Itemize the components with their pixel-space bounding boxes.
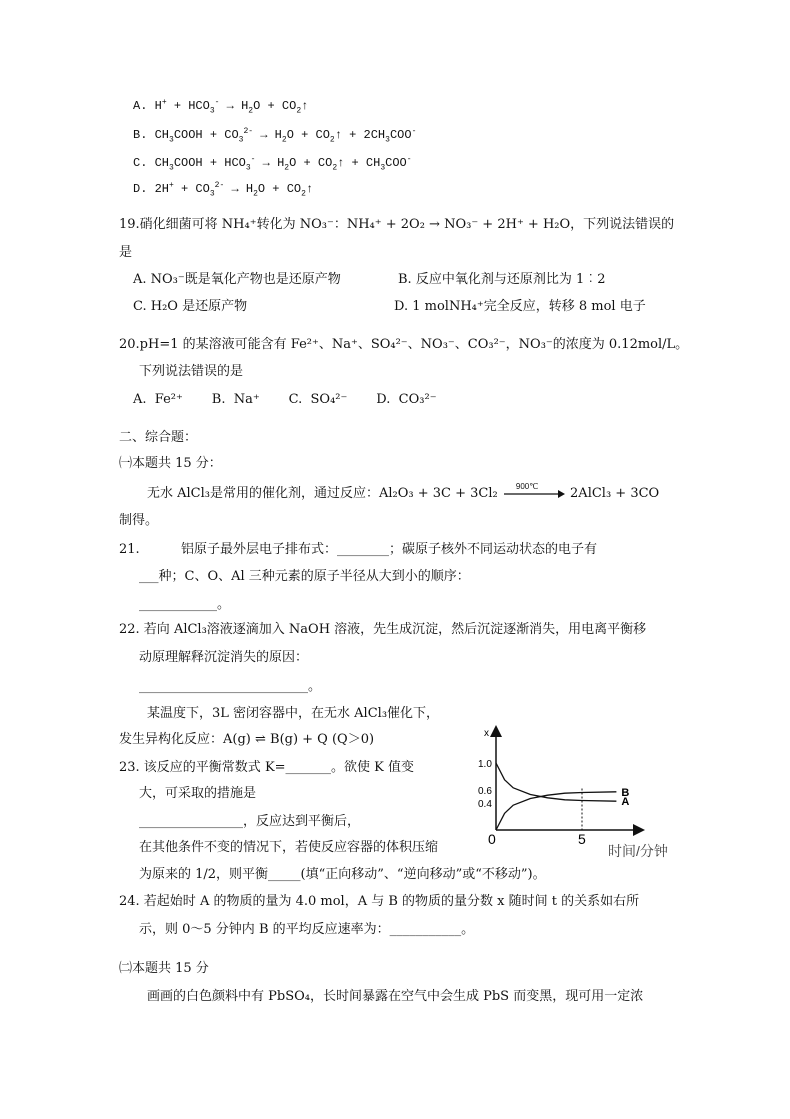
q22-line2: 动原理解释沉淀消失的原因： — [139, 650, 309, 665]
q19-option-d: D. 1 molNH₄⁺完全反应，转移 8 mol 电子 — [394, 299, 646, 314]
section2-title: 二、综合题： — [119, 430, 198, 445]
origin-label: 0 — [488, 831, 496, 847]
reaction-condition: 900℃ — [515, 481, 539, 491]
series-line-B — [496, 792, 616, 830]
q22-line3: __________________________。 — [139, 679, 322, 694]
intro1-line: 无水 AlCl₃是常用的催化剂，通过反应：Al₂O₃ + 3C + 3Cl₂ 900℃ 2AlCl₃ + 3CO — [147, 485, 659, 503]
q23-line5: 为原来的 1/2，则平衡_____(填“正向移动”、“逆向移动”或“不移动”)。 — [139, 867, 546, 882]
q19-option-b: B. 反应中氧化剂与还原剂比为 1︰2 — [398, 272, 606, 287]
q21-line1: 铝原子最外层电子排布式：________；碳原子核外不同运动状态的电子有 — [181, 542, 598, 557]
part1-header: ㈠本题共 15 分： — [119, 456, 222, 471]
q19-stem: 19.硝化细菌可将 NH₄⁺转化为 NO₃⁻：NH₄⁺ + 2O₂ → NO₃⁻ + 2H⁺ + H₂O，下列说法错误的 — [119, 217, 675, 232]
q23-line4: 在其他条件不变的情况下，若使反应容器的体积压缩 — [139, 840, 439, 855]
series-label-A: A — [621, 796, 630, 809]
q18-option-c: C. $CH_3COOH + HCO_3^- \to H_2O$ + $CO_2↑ + CH_3COO^-$ — [133, 155, 412, 173]
q20-stem: 20.pH=1 的某溶液可能含有 Fe²⁺、Na⁺、SO₄²⁻、NO₃⁻、CO₃²⁻，NO₃⁻的浓度为 0.12mol/L。 — [119, 337, 689, 352]
intro2-line1: 某温度下，3L 密闭容器中，在无水 AlCl₃催化下， — [147, 706, 440, 721]
y-tick-label: 0.6 — [478, 785, 492, 797]
intro1-cont: 制得。 — [119, 513, 159, 528]
q23-line1: 23. 该反应的平衡常数式 K=_______。欲使 K 值变 — [119, 760, 415, 775]
q18-option-d: D. $2H^+ + CO_3^{2-} \to H_2O$ + $CO_2↑$ — [133, 181, 314, 199]
q21-number: 21. — [119, 542, 140, 557]
q23-line2: 大，可采取的措施是 — [139, 786, 257, 801]
q23-line3: ________________，反应达到平衡后， — [139, 814, 361, 829]
reaction-arrow — [502, 481, 566, 501]
q19-stem-cont: 是 — [119, 245, 133, 260]
q22-line1: 22. 若向 AlCl₃溶液逐滴加入 NaOH 溶液，先生成沉淀，然后沉淀逐渐消失，用电离平衡移 — [119, 622, 647, 637]
q18-option-a: A. $H^+ + HCO_3^- \to H_2O$ + $CO_2↑$ — [133, 98, 309, 116]
q19-option-c: C. H₂O 是还原产物 — [133, 299, 248, 314]
y-axis-label: x — [484, 728, 489, 739]
series-label-B: B — [621, 786, 630, 799]
q18-option-b: B. $CH_3COOH + CO_3^{2-} \to H_2O$ + $CO_2↑ + 2CH_3COO^-$ — [133, 127, 417, 145]
part2-header: ㈡本题共 15 分 — [119, 961, 209, 976]
q21-line3: ____________。 — [139, 597, 231, 612]
x-tick-label: 5 — [578, 831, 586, 847]
q24-line2: 示，则 0～5 分钟内 B 的平均反应速率为：___________。 — [139, 922, 475, 937]
y-tick-label: 0.4 — [478, 799, 492, 811]
mole-fraction-chart — [470, 720, 685, 860]
series-line-A — [496, 763, 616, 801]
part2-intro: 画画的白色颜料中有 PbSO₄，长时间暴露在空气中会生成 PbS 而变黑，现可用一定浓 — [147, 989, 644, 1004]
q19-option-a: A. NO₃⁻既是氧化产物也是还原产物 — [133, 272, 341, 287]
y-tick-label: 1.0 — [478, 759, 492, 770]
q20-stem-cont: 下列说法错误的是 — [139, 364, 244, 379]
q20-options: A. Fe²⁺ B. Na⁺ C. SO₄²⁻ D. CO₃²⁻ — [133, 392, 437, 407]
q21-line2: ___种；C、O、Al 三种元素的原子半径从大到小的顺序： — [139, 569, 470, 584]
x-axis-label: 时间/分钟 — [608, 843, 668, 859]
q24-line1: 24. 若起始时 A 的物质的量为 4.0 mol，A 与 B 的物质的量分数 x 随时间 t 的关系如右所 — [119, 894, 640, 909]
intro2-line2: 发生异构化反应：A(g) ⇌ B(g) + Q (Q＞0) — [119, 732, 375, 747]
